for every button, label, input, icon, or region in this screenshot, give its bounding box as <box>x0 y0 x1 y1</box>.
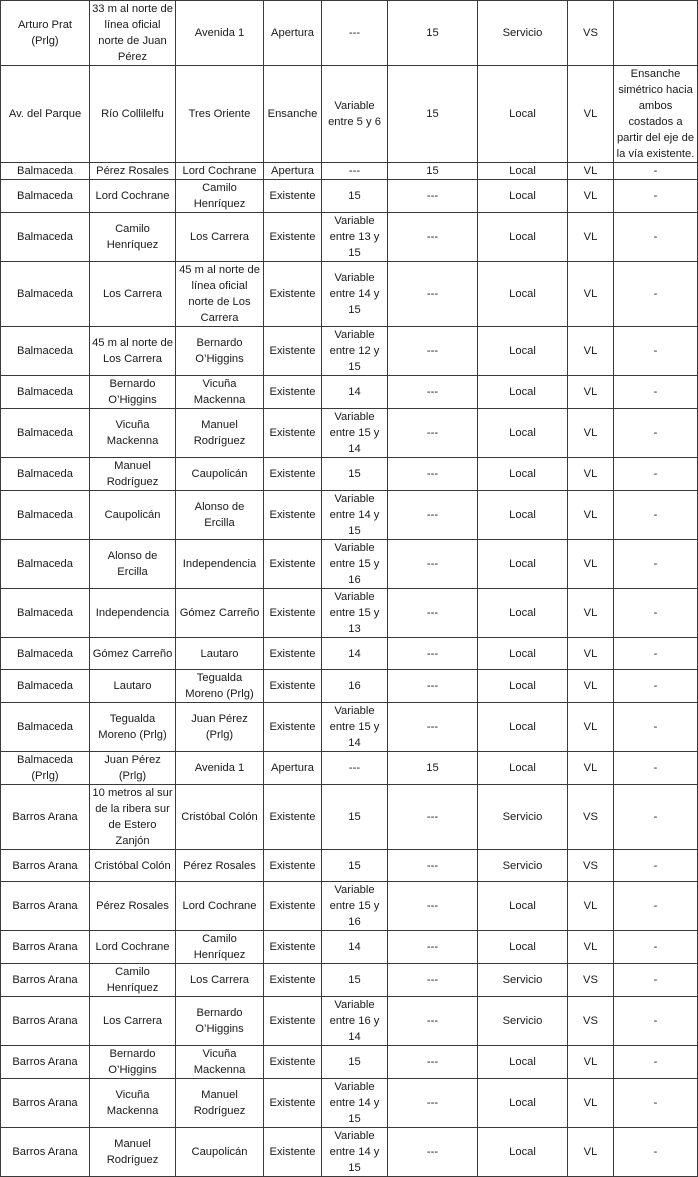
cell-category: Local <box>478 376 568 409</box>
table-row <box>1 213 698 262</box>
cell-projected-width: --- <box>388 1046 478 1079</box>
cell-from-limit: Manuel Rodríguez <box>90 1128 176 1177</box>
cell-existing-width: 14 <box>322 638 388 670</box>
cell-to-limit: Los Carrera <box>176 213 264 262</box>
cell-category: Local <box>478 540 568 589</box>
cell-category-code: VL <box>568 1128 614 1177</box>
cell-existing-width: --- <box>322 1 388 66</box>
cell-to-limit: Los Carrera <box>176 964 264 997</box>
cell-category: Servicio <box>478 785 568 850</box>
cell-street-name: Barros Arana <box>1 964 90 997</box>
cell-existing-width: Variable entre 14 y 15 <box>322 1128 388 1177</box>
cell-to-limit: Lautaro <box>176 638 264 670</box>
cell-condition: Existente <box>264 327 322 376</box>
cell-projected-width: --- <box>388 376 478 409</box>
cell-projected-width: --- <box>388 213 478 262</box>
cell-street-name: Barros Arana <box>1 850 90 882</box>
cell-street-name: Balmaceda <box>1 670 90 703</box>
cell-observation: - <box>614 589 698 638</box>
cell-category-code: VL <box>568 458 614 491</box>
cell-category: Local <box>478 1079 568 1128</box>
cell-category-code: VL <box>568 409 614 458</box>
cell-street-name: Arturo Prat (Prlg) <box>1 1 90 66</box>
cell-observation: - <box>614 850 698 882</box>
table-row <box>1 1046 698 1079</box>
cell-observation: - <box>614 1079 698 1128</box>
cell-from-limit: Vicuña Mackenna <box>90 1079 176 1128</box>
table-row <box>1 409 698 458</box>
cell-from-limit: Tegualda Moreno (Prlg) <box>90 703 176 752</box>
cell-category: Local <box>478 931 568 964</box>
cell-to-limit: Manuel Rodríguez <box>176 409 264 458</box>
cell-from-limit: Camilo Henríquez <box>90 213 176 262</box>
cell-observation: - <box>614 785 698 850</box>
cell-condition: Ensanche <box>264 66 322 163</box>
cell-from-limit: Vicuña Mackenna <box>90 409 176 458</box>
table-row <box>1 540 698 589</box>
cell-category: Local <box>478 458 568 491</box>
cell-condition: Existente <box>264 1128 322 1177</box>
table-row <box>1 491 698 540</box>
cell-to-limit: Camilo Henríquez <box>176 180 264 213</box>
cell-existing-width: 14 <box>322 376 388 409</box>
cell-category-code: VL <box>568 752 614 785</box>
cell-category-code: VS <box>568 997 614 1046</box>
cell-existing-width: Variable entre 14 y 15 <box>322 491 388 540</box>
cell-street-name: Barros Arana <box>1 931 90 964</box>
cell-condition: Existente <box>264 850 322 882</box>
cell-condition: Existente <box>264 882 322 931</box>
table-row <box>1 458 698 491</box>
cell-category-code: VL <box>568 1079 614 1128</box>
cell-condition: Existente <box>264 1079 322 1128</box>
cell-projected-width: --- <box>388 703 478 752</box>
cell-category-code: VL <box>568 163 614 180</box>
cell-projected-width: --- <box>388 785 478 850</box>
cell-observation: - <box>614 327 698 376</box>
cell-observation: - <box>614 376 698 409</box>
cell-observation: - <box>614 163 698 180</box>
cell-observation: - <box>614 491 698 540</box>
cell-condition: Apertura <box>264 1 322 66</box>
cell-street-name: Balmaceda <box>1 458 90 491</box>
cell-from-limit: Los Carrera <box>90 997 176 1046</box>
cell-from-limit: Río Collilelfu <box>90 66 176 163</box>
table-row <box>1 376 698 409</box>
cell-to-limit: Caupolicán <box>176 1128 264 1177</box>
cell-condition: Existente <box>264 213 322 262</box>
cell-to-limit: 45 m al norte de línea oficial norte de Los Carrera <box>176 262 264 327</box>
cell-existing-width: Variable entre 15 y 14 <box>322 703 388 752</box>
cell-existing-width: 15 <box>322 1046 388 1079</box>
cell-street-name: Balmaceda <box>1 491 90 540</box>
cell-to-limit: Tres Oriente <box>176 66 264 163</box>
cell-category: Servicio <box>478 997 568 1046</box>
cell-condition: Existente <box>264 262 322 327</box>
cell-from-limit: Lord Cochrane <box>90 180 176 213</box>
cell-category-code: VL <box>568 262 614 327</box>
cell-category: Local <box>478 180 568 213</box>
cell-category-code: VL <box>568 66 614 163</box>
cell-condition: Existente <box>264 997 322 1046</box>
cell-projected-width: --- <box>388 1079 478 1128</box>
cell-to-limit: Bernardo O’Higgins <box>176 997 264 1046</box>
table-row <box>1 752 698 785</box>
cell-category-code: VS <box>568 785 614 850</box>
table-row <box>1 1079 698 1128</box>
cell-to-limit: Cristóbal Colón <box>176 785 264 850</box>
cell-category: Local <box>478 1046 568 1079</box>
cell-from-limit: Pérez Rosales <box>90 163 176 180</box>
table-row <box>1 670 698 703</box>
cell-category: Local <box>478 213 568 262</box>
table-row <box>1 1 698 66</box>
cell-existing-width: Variable entre 13 y 15 <box>322 213 388 262</box>
cell-observation: Ensanche simétrico hacia ambos costados a partir del eje de la vía existente. <box>614 66 698 163</box>
cell-from-limit: Independencia <box>90 589 176 638</box>
cell-from-limit: Manuel Rodríguez <box>90 458 176 491</box>
cell-projected-width: --- <box>388 670 478 703</box>
cell-projected-width: --- <box>388 540 478 589</box>
cell-street-name: Balmaceda <box>1 376 90 409</box>
cell-projected-width: --- <box>388 882 478 931</box>
cell-from-limit: Cristóbal Colón <box>90 850 176 882</box>
cell-projected-width: --- <box>388 262 478 327</box>
cell-category: Local <box>478 638 568 670</box>
cell-existing-width: Variable entre 15 y 16 <box>322 540 388 589</box>
cell-observation: - <box>614 964 698 997</box>
cell-from-limit: Pérez Rosales <box>90 882 176 931</box>
cell-to-limit: Tegualda Moreno (Prlg) <box>176 670 264 703</box>
cell-category-code: VS <box>568 964 614 997</box>
cell-street-name: Balmaceda <box>1 180 90 213</box>
cell-category: Local <box>478 163 568 180</box>
cell-category-code: VL <box>568 213 614 262</box>
cell-existing-width: --- <box>322 752 388 785</box>
cell-to-limit: Manuel Rodríguez <box>176 1079 264 1128</box>
cell-to-limit: Lord Cochrane <box>176 163 264 180</box>
cell-from-limit: Camilo Henríquez <box>90 964 176 997</box>
cell-existing-width: Variable entre 16 y 14 <box>322 997 388 1046</box>
cell-category: Local <box>478 589 568 638</box>
cell-category-code: VL <box>568 491 614 540</box>
cell-from-limit: 10 metros al sur de la ribera sur de Estero Zanjón <box>90 785 176 850</box>
cell-condition: Existente <box>264 670 322 703</box>
cell-condition: Existente <box>264 703 322 752</box>
cell-category: Local <box>478 882 568 931</box>
cell-existing-width: Variable entre 5 y 6 <box>322 66 388 163</box>
cell-projected-width: --- <box>388 491 478 540</box>
cell-street-name: Barros Arana <box>1 997 90 1046</box>
table-row <box>1 163 698 180</box>
cell-street-name: Balmaceda <box>1 409 90 458</box>
cell-category-code: VL <box>568 589 614 638</box>
table-row <box>1 66 698 163</box>
cell-condition: Existente <box>264 540 322 589</box>
cell-condition: Existente <box>264 964 322 997</box>
cell-observation: - <box>614 670 698 703</box>
table-row <box>1 1128 698 1177</box>
cell-observation: - <box>614 997 698 1046</box>
cell-category-code: VL <box>568 376 614 409</box>
cell-existing-width: Variable entre 15 y 14 <box>322 409 388 458</box>
cell-street-name: Barros Arana <box>1 882 90 931</box>
cell-from-limit: Lord Cochrane <box>90 931 176 964</box>
cell-existing-width: 15 <box>322 785 388 850</box>
cell-to-limit: Bernardo O’Higgins <box>176 327 264 376</box>
cell-street-name: Balmaceda <box>1 638 90 670</box>
cell-from-limit: Bernardo O’Higgins <box>90 376 176 409</box>
cell-category-code: VL <box>568 670 614 703</box>
cell-existing-width: 15 <box>322 850 388 882</box>
cell-street-name: Barros Arana <box>1 1079 90 1128</box>
cell-category-code: VL <box>568 1046 614 1079</box>
table-row <box>1 850 698 882</box>
cell-existing-width: Variable entre 14 y 15 <box>322 262 388 327</box>
cell-street-name: Balmaceda <box>1 213 90 262</box>
cell-condition: Existente <box>264 638 322 670</box>
cell-category: Servicio <box>478 1 568 66</box>
cell-projected-width: --- <box>388 458 478 491</box>
table-row <box>1 180 698 213</box>
cell-street-name: Balmaceda <box>1 163 90 180</box>
cell-category-code: VL <box>568 180 614 213</box>
cell-existing-width: --- <box>322 163 388 180</box>
cell-condition: Existente <box>264 1046 322 1079</box>
cell-street-name: Barros Arana <box>1 785 90 850</box>
cell-to-limit: Avenida 1 <box>176 752 264 785</box>
cell-to-limit: Caupolicán <box>176 458 264 491</box>
cell-condition: Existente <box>264 409 322 458</box>
cell-condition: Apertura <box>264 752 322 785</box>
cell-existing-width: 15 <box>322 964 388 997</box>
cell-condition: Existente <box>264 180 322 213</box>
table-row <box>1 327 698 376</box>
cell-condition: Existente <box>264 491 322 540</box>
table-row <box>1 638 698 670</box>
cell-existing-width: 15 <box>322 180 388 213</box>
cell-observation: - <box>614 1046 698 1079</box>
cell-from-limit: Lautaro <box>90 670 176 703</box>
cell-projected-width: 15 <box>388 752 478 785</box>
cell-category-code: VL <box>568 703 614 752</box>
cell-existing-width: 15 <box>322 458 388 491</box>
cell-category: Servicio <box>478 964 568 997</box>
cell-from-limit: Gómez Carreño <box>90 638 176 670</box>
cell-observation: - <box>614 409 698 458</box>
cell-to-limit: Vicuña Mackenna <box>176 1046 264 1079</box>
cell-existing-width: Variable entre 12 y 15 <box>322 327 388 376</box>
table-row <box>1 882 698 931</box>
cell-projected-width: 15 <box>388 1 478 66</box>
cell-street-name: Balmaceda <box>1 262 90 327</box>
cell-category: Local <box>478 752 568 785</box>
cell-category-code: VL <box>568 931 614 964</box>
cell-condition: Existente <box>264 458 322 491</box>
cell-projected-width: --- <box>388 997 478 1046</box>
cell-condition: Existente <box>264 785 322 850</box>
cell-condition: Existente <box>264 376 322 409</box>
cell-projected-width: --- <box>388 409 478 458</box>
cell-street-name: Balmaceda (Prlg) <box>1 752 90 785</box>
cell-from-limit: Alonso de Ercilla <box>90 540 176 589</box>
cell-observation: - <box>614 540 698 589</box>
cell-category-code: VL <box>568 540 614 589</box>
cell-category-code: VL <box>568 638 614 670</box>
cell-observation: - <box>614 458 698 491</box>
cell-to-limit: Juan Pérez (Prlg) <box>176 703 264 752</box>
cell-observation: - <box>614 1128 698 1177</box>
cell-category: Local <box>478 262 568 327</box>
cell-observation: - <box>614 703 698 752</box>
cell-from-limit: Los Carrera <box>90 262 176 327</box>
cell-street-name: Barros Arana <box>1 1128 90 1177</box>
table-body <box>1 1 698 1177</box>
cell-observation: - <box>614 262 698 327</box>
cell-projected-width: --- <box>388 327 478 376</box>
cell-street-name: Balmaceda <box>1 703 90 752</box>
cell-projected-width: 15 <box>388 66 478 163</box>
cell-category: Local <box>478 327 568 376</box>
cell-category-code: VL <box>568 882 614 931</box>
cell-from-limit: 45 m al norte de Los Carrera <box>90 327 176 376</box>
cell-street-name: Barros Arana <box>1 1046 90 1079</box>
cell-street-name: Balmaceda <box>1 327 90 376</box>
table-row <box>1 931 698 964</box>
cell-category-code: VS <box>568 1 614 66</box>
cell-projected-width: --- <box>388 964 478 997</box>
cell-observation: - <box>614 180 698 213</box>
cell-observation: - <box>614 752 698 785</box>
table-row <box>1 964 698 997</box>
cell-category: Local <box>478 491 568 540</box>
cell-projected-width: --- <box>388 1128 478 1177</box>
table-row <box>1 589 698 638</box>
cell-street-name: Av. del Parque <box>1 66 90 163</box>
cell-condition: Apertura <box>264 163 322 180</box>
table-row <box>1 703 698 752</box>
cell-existing-width: Variable entre 15 y 13 <box>322 589 388 638</box>
cell-to-limit: Independencia <box>176 540 264 589</box>
cell-projected-width: --- <box>388 589 478 638</box>
cell-condition: Existente <box>264 931 322 964</box>
cell-to-limit: Alonso de Ercilla <box>176 491 264 540</box>
cell-existing-width: Variable entre 14 y 15 <box>322 1079 388 1128</box>
cell-observation <box>614 1 698 66</box>
cell-category: Local <box>478 1128 568 1177</box>
cell-from-limit: Bernardo O’Higgins <box>90 1046 176 1079</box>
cell-existing-width: 16 <box>322 670 388 703</box>
cell-from-limit: 33 m al norte de línea oficial norte de Juan Pérez <box>90 1 176 66</box>
cell-category: Servicio <box>478 850 568 882</box>
cell-street-name: Balmaceda <box>1 589 90 638</box>
cell-observation: - <box>614 213 698 262</box>
cell-existing-width: 14 <box>322 931 388 964</box>
cell-observation: - <box>614 638 698 670</box>
cell-condition: Existente <box>264 589 322 638</box>
table-row <box>1 785 698 850</box>
cell-to-limit: Vicuña Mackenna <box>176 376 264 409</box>
cell-from-limit: Caupolicán <box>90 491 176 540</box>
cell-projected-width: --- <box>388 638 478 670</box>
cell-category: Local <box>478 670 568 703</box>
cell-to-limit: Avenida 1 <box>176 1 264 66</box>
cell-category: Local <box>478 66 568 163</box>
cell-projected-width: 15 <box>388 163 478 180</box>
cell-category-code: VS <box>568 850 614 882</box>
table-row <box>1 997 698 1046</box>
cell-projected-width: --- <box>388 931 478 964</box>
cell-category-code: VL <box>568 327 614 376</box>
cell-category: Local <box>478 409 568 458</box>
cell-existing-width: Variable entre 15 y 16 <box>322 882 388 931</box>
cell-category: Local <box>478 703 568 752</box>
cell-observation: - <box>614 931 698 964</box>
cell-street-name: Balmaceda <box>1 540 90 589</box>
cell-projected-width: --- <box>388 180 478 213</box>
cell-to-limit: Gómez Carreño <box>176 589 264 638</box>
cell-to-limit: Pérez Rosales <box>176 850 264 882</box>
cell-from-limit: Juan Pérez (Prlg) <box>90 752 176 785</box>
cell-projected-width: --- <box>388 850 478 882</box>
cell-to-limit: Lord Cochrane <box>176 882 264 931</box>
table-row <box>1 262 698 327</box>
cell-observation: - <box>614 882 698 931</box>
cell-to-limit: Camilo Henríquez <box>176 931 264 964</box>
